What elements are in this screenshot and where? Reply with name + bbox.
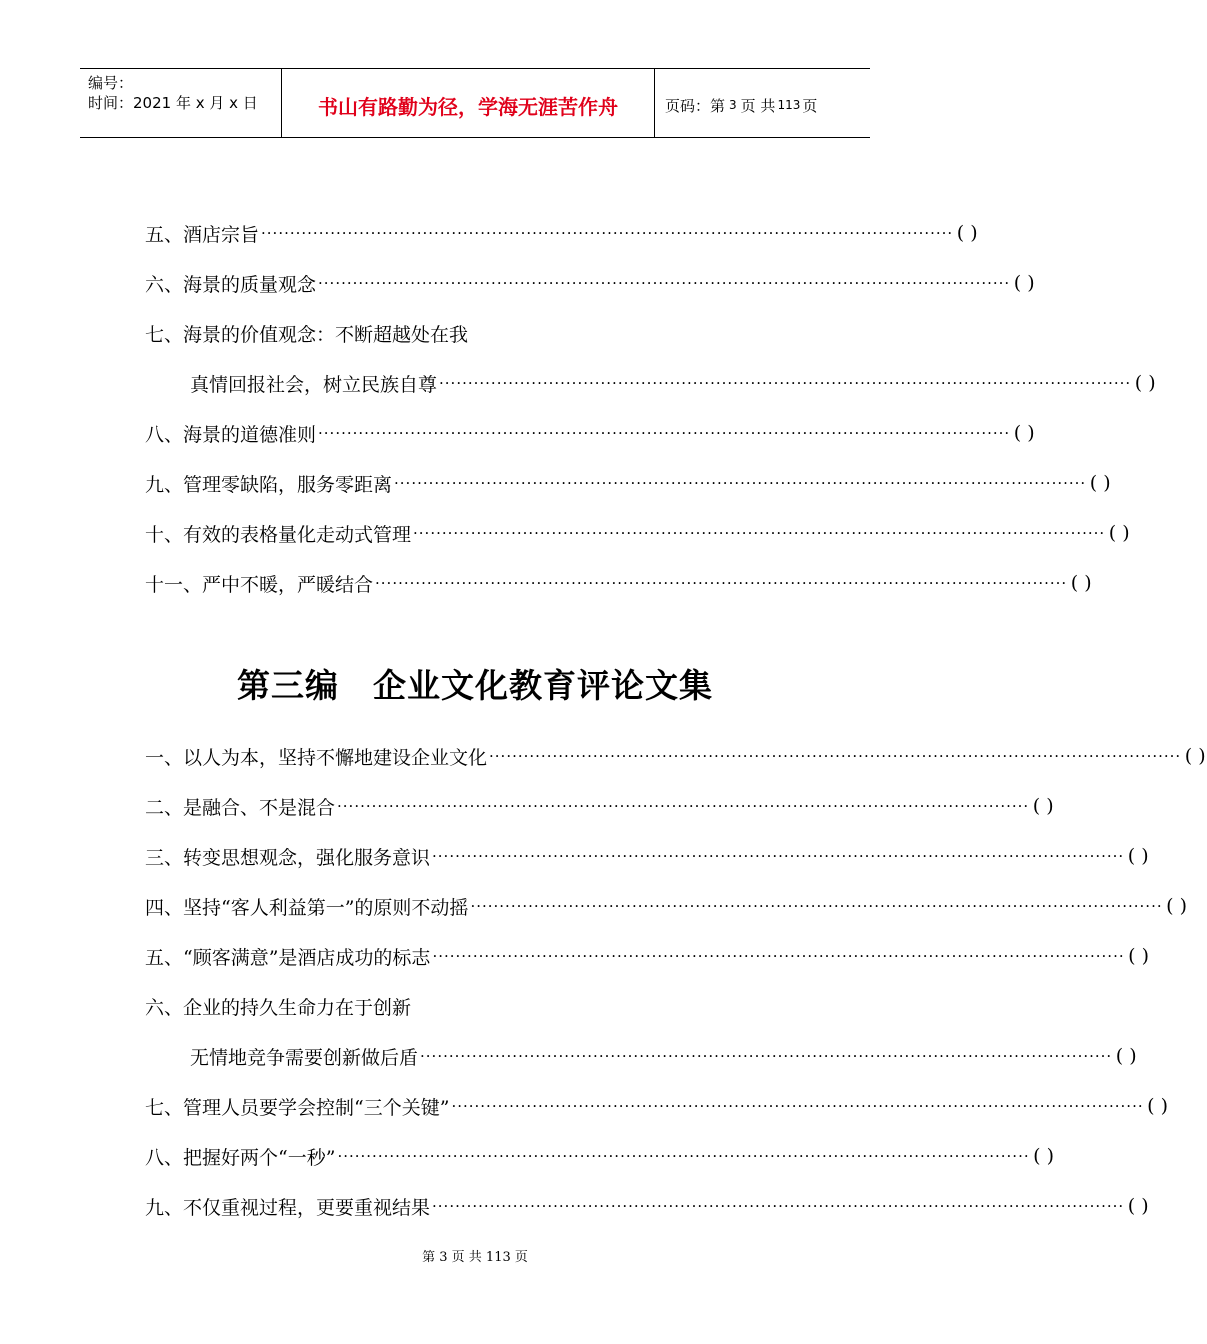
- toc-page-ref: ( ): [956, 222, 978, 244]
- toc-leader-dots: ························································································································: [394, 474, 1087, 492]
- toc-item-title: 真情回报社会，树立民族自尊: [190, 373, 438, 396]
- toc-item-title: 八、海景的道德准则: [145, 423, 317, 446]
- toc-item: [145, 1140, 1055, 1172]
- header-motto: 书山有路勤为径，学海无涯苦作舟: [282, 69, 655, 137]
- toc-item: [145, 467, 1111, 499]
- toc-leader-dots: ························································································································: [318, 274, 1011, 292]
- toc-item-title: 七、管理人员要学会控制“三个关键”: [145, 1096, 450, 1119]
- toc-item: [145, 317, 790, 349]
- toc-item-title: 一、以人为本，坚持不懈地建设企业文化: [145, 746, 488, 769]
- toc-item: [145, 267, 1035, 299]
- toc-leader-dots: ························································································································: [413, 524, 1106, 542]
- toc-item: [145, 890, 1188, 922]
- document-code-label: 编号：: [88, 74, 134, 92]
- toc-item: [190, 367, 1156, 399]
- page-suffix: 页: [802, 96, 818, 115]
- toc-page-ref: ( ): [1128, 945, 1150, 967]
- toc-item-title: 九、管理零缺陷，服务零距离: [145, 473, 393, 496]
- toc-item-title: 三、转变思想观念，强化服务意识: [145, 846, 431, 869]
- page-header: [80, 68, 870, 138]
- toc-page-ref: ( ): [1013, 272, 1035, 294]
- toc-item-title: 七、海景的价值观念：不断超越处在我: [145, 323, 469, 346]
- toc-item: [145, 990, 790, 1022]
- page-prefix: 页码：第: [665, 96, 726, 115]
- toc-item-title: 十、有效的表格量化走动式管理: [145, 523, 412, 546]
- toc-leader-dots: ························································································································: [489, 747, 1182, 765]
- page-total: 113: [777, 98, 801, 112]
- toc-item-title: 六、企业的持久生命力在于创新: [145, 996, 412, 1019]
- header-left-cell: [80, 69, 282, 137]
- toc-item: [145, 217, 978, 249]
- toc-leader-dots: ························································································································: [432, 847, 1125, 865]
- toc-leader-dots: ························································································································: [420, 1047, 1113, 1065]
- toc-page-ref: ( ): [1166, 895, 1188, 917]
- page-mid: 页 共: [740, 96, 776, 115]
- toc-item-title: 八、把握好两个“一秒”: [145, 1146, 336, 1169]
- toc-item-title: 无情地竞争需要创新做后盾: [190, 1046, 419, 1069]
- header-page-info: [655, 69, 870, 137]
- toc-leader-dots: ························································································································: [451, 1097, 1144, 1115]
- toc-item: [145, 1190, 1149, 1222]
- toc-item-title: 二、是融合、不是混合: [145, 796, 336, 819]
- toc-item-title: 十一、严中不暖，严暖结合: [145, 573, 374, 596]
- toc-item-title: 四、坚持“客人利益第一”的原则不动摇: [145, 896, 469, 919]
- toc-page-ref: ( ): [1134, 372, 1156, 394]
- toc-item: [145, 790, 1054, 822]
- toc-page-ref: ( ): [1013, 422, 1035, 444]
- toc-page-ref: ( ): [1127, 845, 1149, 867]
- toc-page-ref: ( ): [1127, 1195, 1149, 1217]
- toc-item: [145, 840, 1149, 872]
- toc-page-ref: ( ): [1147, 1095, 1169, 1117]
- toc-page-ref: ( ): [1108, 522, 1130, 544]
- toc-item: [190, 1040, 1137, 1072]
- toc-leader-dots: ························································································································: [439, 374, 1132, 392]
- toc-leader-dots: ························································································································: [337, 797, 1030, 815]
- toc-leader-dots: ························································································································: [318, 424, 1011, 442]
- toc-item-title: 九、不仅重视过程，更要重视结果: [145, 1196, 431, 1219]
- toc-item: [145, 517, 1130, 549]
- toc-page-ref: ( ): [1184, 745, 1206, 767]
- toc-leader-dots: ························································································································: [470, 897, 1163, 915]
- toc-item: [145, 417, 1035, 449]
- toc-item-title: 五、“顾客满意”是酒店成功的标志: [145, 946, 431, 969]
- toc-item: [145, 740, 1206, 772]
- toc-item: [145, 567, 1092, 599]
- toc-item-title: 六、海景的质量观念: [145, 273, 317, 296]
- toc-page-ref: ( ): [1032, 795, 1054, 817]
- toc-item: [145, 1090, 1169, 1122]
- toc-page-ref: ( ): [1033, 1145, 1055, 1167]
- toc-leader-dots: ························································································································: [261, 224, 954, 242]
- toc-page-ref: ( ): [1070, 572, 1092, 594]
- toc-leader-dots: ························································································································: [337, 1147, 1030, 1165]
- toc-page-ref: ( ): [1115, 1045, 1137, 1067]
- document-date: 时间：2021 年 x 月 x 日: [88, 94, 258, 112]
- toc-item: [145, 940, 1150, 972]
- toc-leader-dots: ························································································································: [432, 1197, 1125, 1215]
- toc-item-title: 五、酒店宗旨: [145, 223, 260, 246]
- toc-leader-dots: ························································································································: [375, 574, 1068, 592]
- page-footer: 第 3 页 共 113 页: [422, 1250, 528, 1265]
- toc-page-ref: ( ): [1089, 472, 1111, 494]
- page-number: 3: [729, 98, 737, 112]
- toc-leader-dots: ························································································································: [432, 947, 1125, 965]
- section-title: 第三编 企业文化教育评论文集: [237, 666, 713, 705]
